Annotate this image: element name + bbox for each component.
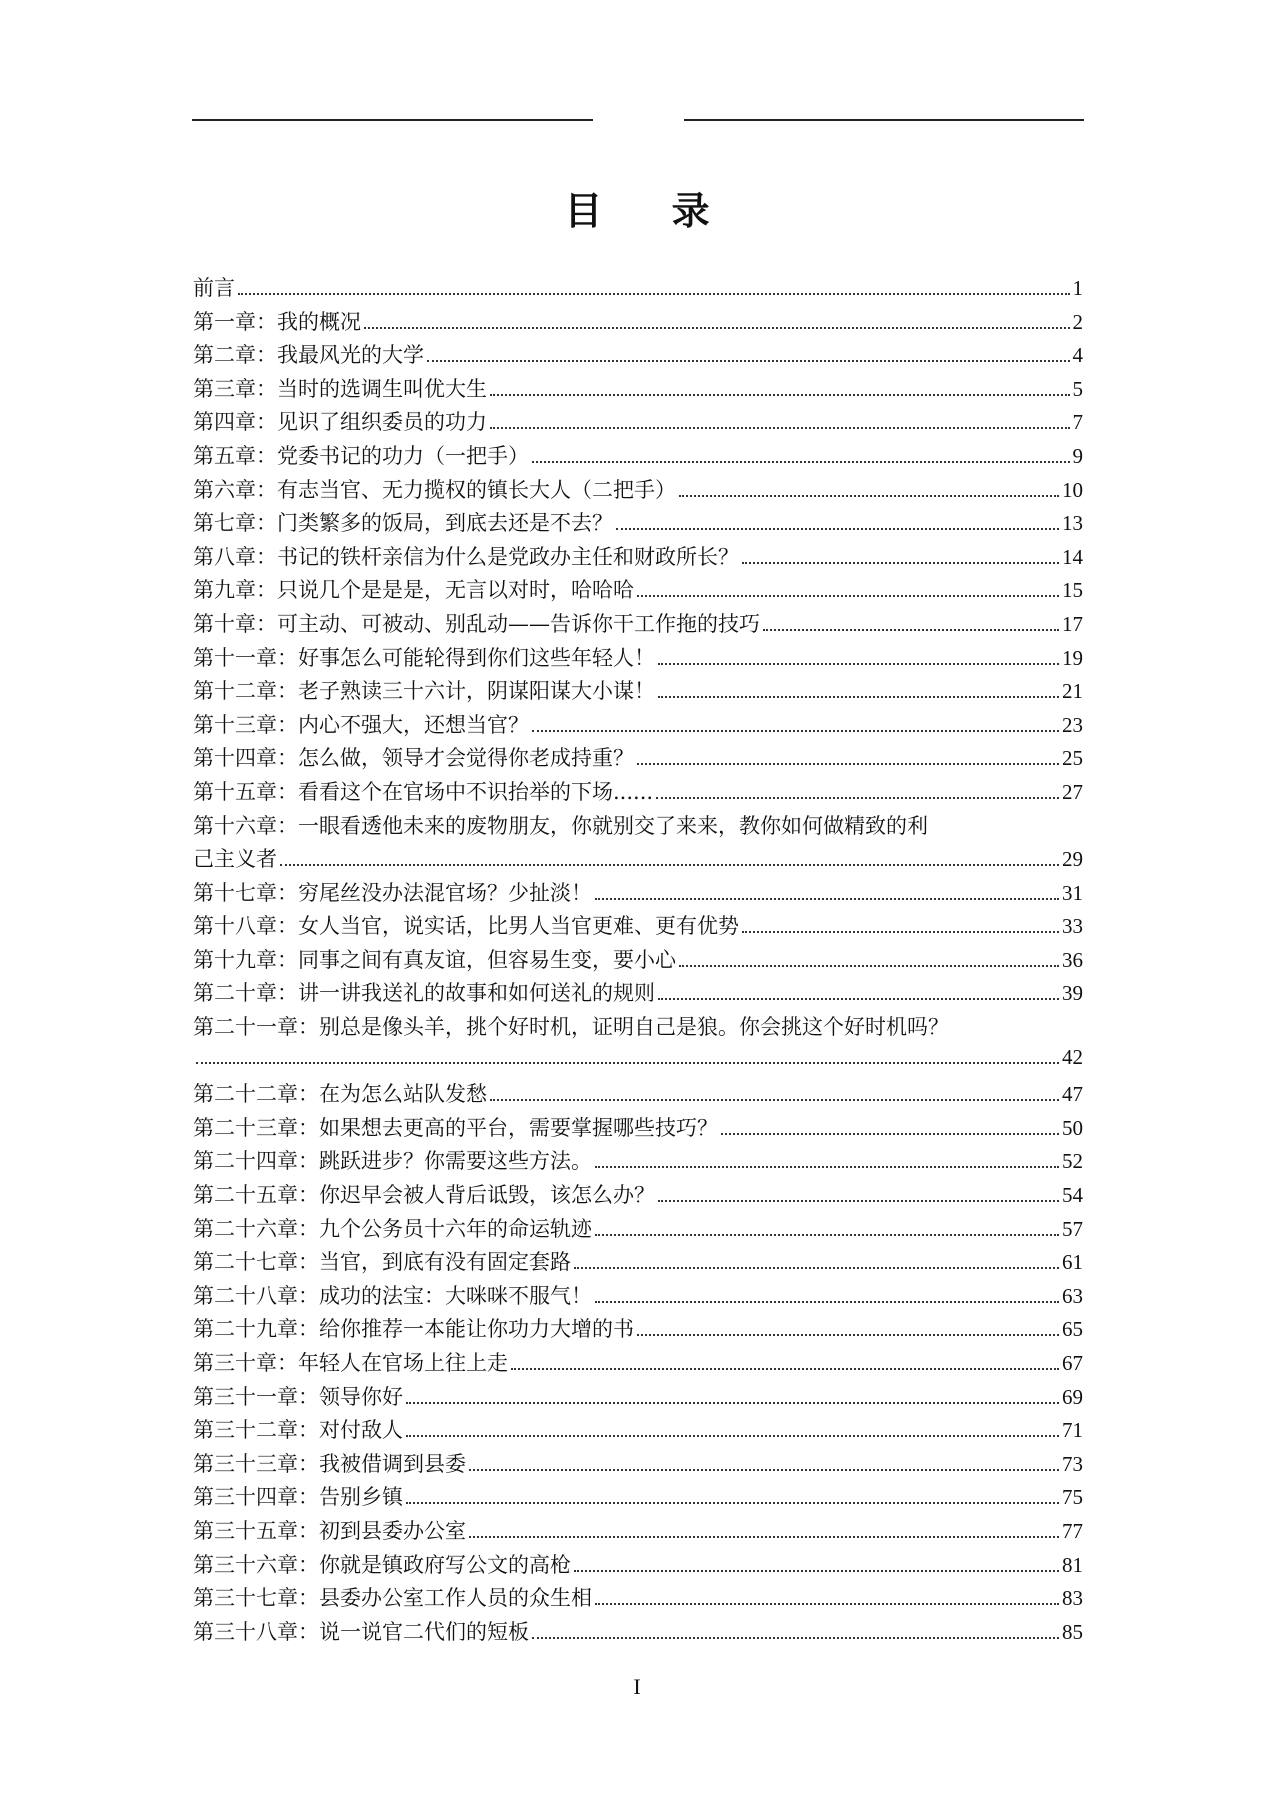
dot-leader	[679, 495, 1059, 497]
toc-entry-title: 第四章：见识了组织委员的功力	[193, 410, 487, 435]
toc-entry-page: 77	[1062, 1518, 1083, 1543]
toc-entry-page: 33	[1062, 914, 1083, 939]
dot-leader	[679, 965, 1059, 967]
toc-entry-title: 第二十四章：跳跃进步？你需要这些方法。	[193, 1149, 592, 1174]
toc-entry[interactable]	[193, 272, 1083, 306]
toc-entry-page: 42	[1062, 1044, 1083, 1069]
toc-entry[interactable]	[193, 507, 1083, 541]
toc-entry-page: 54	[1062, 1183, 1083, 1208]
dot-leader	[656, 797, 1059, 799]
toc-entry-page: 25	[1062, 746, 1083, 771]
toc-entry-title: 第八章：书记的铁杆亲信为什么是党政办主任和财政所长？	[193, 544, 739, 569]
dot-leader	[742, 931, 1059, 933]
toc-entry-page: 83	[1062, 1586, 1083, 1611]
toc-entry[interactable]	[193, 1213, 1083, 1247]
toc-entry-title: 第一章：我的概况	[193, 309, 361, 334]
toc-entry[interactable]	[193, 1414, 1083, 1448]
toc-entry-title: 前言	[193, 276, 235, 300]
toc-entry-page: 81	[1062, 1552, 1083, 1577]
dot-leader	[658, 998, 1059, 1000]
toc-entry[interactable]	[193, 1179, 1083, 1213]
toc-entry-page: 4	[1072, 343, 1083, 368]
toc-entry-page: 57	[1062, 1216, 1083, 1241]
toc-entry[interactable]	[193, 1381, 1083, 1415]
dot-leader	[616, 528, 1059, 530]
page-title: 目 录	[564, 189, 738, 233]
toc-entry-page: 13	[1062, 511, 1083, 536]
toc-entry-title: 第三十一章：领导你好	[193, 1384, 403, 1409]
toc-entry-title: 第二章：我最风光的大学	[193, 343, 424, 368]
toc-entry-page: 9	[1072, 443, 1083, 468]
toc-entry[interactable]	[193, 742, 1083, 776]
dot-leader	[280, 864, 1059, 866]
toc-entry[interactable]	[193, 1448, 1083, 1482]
toc-entry-title: 第十八章：女人当官，说实话，比男人当官更难、更有优势	[193, 914, 739, 939]
dot-leader	[532, 1637, 1059, 1639]
dot-leader	[574, 1267, 1059, 1269]
toc-entry-title: 第七章：门类繁多的饭局，到底去还是不去？	[193, 511, 613, 536]
toc-entry-continuation[interactable]	[193, 1045, 1083, 1079]
toc-entry-page: 71	[1062, 1418, 1083, 1443]
toc-entry[interactable]	[193, 675, 1083, 709]
toc-entry[interactable]	[193, 1011, 1083, 1045]
toc-entry[interactable]	[193, 1313, 1083, 1347]
dot-leader	[721, 1133, 1059, 1135]
dot-leader	[595, 1166, 1059, 1168]
toc-entry[interactable]	[193, 1145, 1083, 1179]
toc-entry-title: 第六章：有志当官、无力揽权的镇长大人（二把手）	[193, 477, 676, 502]
toc-entry[interactable]	[193, 1112, 1083, 1146]
toc-entry-title: 第二十七章：当官，到底有没有固定套路	[193, 1250, 571, 1275]
toc-entry-title: 第十二章：老子熟读三十六计，阴谋阳谋大小谋！	[193, 679, 655, 704]
dot-leader	[469, 1536, 1059, 1538]
toc-entry[interactable]	[193, 608, 1083, 642]
dot-leader	[427, 360, 1070, 362]
toc-entry[interactable]	[193, 440, 1083, 474]
toc-entry-title: 第三十七章：县委办公室工作人员的众生相	[193, 1586, 592, 1611]
dot-leader	[532, 461, 1070, 463]
toc-entry-page: 63	[1062, 1283, 1083, 1308]
toc-entry[interactable]	[193, 977, 1083, 1011]
toc-entry[interactable]	[193, 339, 1083, 373]
toc-entry-page: 65	[1062, 1317, 1083, 1342]
toc-entry-page: 52	[1062, 1149, 1083, 1174]
dot-leader	[364, 327, 1070, 329]
dot-leader	[637, 763, 1059, 765]
toc-entry-title: 第十五章：看看这个在官场中不识抬举的下场......	[193, 779, 654, 804]
dot-leader	[658, 1200, 1059, 1202]
toc-entry-page: 47	[1062, 1082, 1083, 1107]
toc-entry-page: 61	[1062, 1250, 1083, 1275]
toc-entry-page: 23	[1062, 712, 1083, 737]
toc-entry-title: 第十七章：穷尾丝没办法混官场？少扯淡！	[193, 880, 592, 905]
toc-entry[interactable]	[193, 877, 1083, 911]
toc-entry-page: 7	[1072, 410, 1083, 435]
dot-leader	[658, 696, 1059, 698]
toc-entry-title: 第九章：只说几个是是是，无言以对时，哈哈哈	[193, 578, 634, 603]
dot-leader	[490, 1099, 1059, 1101]
toc-entry[interactable]	[193, 1582, 1083, 1616]
toc-entry-title: 第十章：可主动、可被动、别乱动——告诉你干工作拖的技巧	[193, 611, 760, 636]
dot-leader	[490, 427, 1070, 429]
toc-entry-title: 第二十一章：别总是像头羊，挑个好时机，证明自己是狼。你会挑这个好时机吗？	[193, 1015, 949, 1040]
toc-entry-page: 67	[1062, 1351, 1083, 1375]
toc-entry-title: 第三十六章：你就是镇政府写公文的高枪	[193, 1552, 571, 1577]
dot-leader	[742, 562, 1059, 564]
toc-entry[interactable]	[193, 1515, 1083, 1549]
toc-entry-title: 第二十三章：如果想去更高的平台，需要掌握哪些技巧？	[193, 1115, 718, 1140]
toc-entry-title: 第三十四章：告别乡镇	[193, 1485, 403, 1510]
toc-entry-page: 36	[1062, 947, 1083, 972]
toc-entry-title: 第十一章：好事怎么可能轮得到你们这些年轻人！	[193, 645, 655, 670]
header-rule-right	[684, 119, 1084, 121]
dot-leader	[511, 1368, 1059, 1370]
toc-entry-page: 27	[1062, 779, 1083, 804]
toc-entry[interactable]	[193, 1078, 1083, 1112]
toc-entry-title-continued: 己主义者	[193, 847, 277, 872]
toc-entry-title: 第三十三章：我被借调到县委	[193, 1451, 466, 1476]
toc-entry-title: 第三十八章：说一说官二代们的短板	[193, 1619, 529, 1644]
toc-entry-page: 73	[1062, 1451, 1083, 1476]
dot-leader	[637, 595, 1059, 597]
dot-leader	[490, 394, 1070, 396]
page-number: I	[633, 1674, 641, 1699]
toc-entry-page: 2	[1072, 309, 1083, 334]
toc-entry-page: 29	[1062, 847, 1083, 872]
toc-entry[interactable]	[193, 474, 1083, 508]
toc-entry-page: 31	[1062, 880, 1083, 905]
toc-entry-continuation[interactable]	[193, 843, 1083, 877]
dot-leader	[595, 1301, 1059, 1303]
toc-entry-page: 85	[1062, 1619, 1083, 1644]
toc-entry-page: 1	[1072, 276, 1083, 300]
toc-entry-title: 第十四章：怎么做，领导才会觉得你老成持重？	[193, 746, 634, 771]
toc-entry-title: 第二十五章：你迟早会被人背后诋毁，该怎么办？	[193, 1183, 655, 1208]
toc-entry[interactable]	[193, 541, 1083, 575]
toc-entry-page: 14	[1062, 544, 1083, 569]
toc-entry[interactable]	[193, 306, 1083, 340]
dot-leader	[595, 898, 1059, 900]
toc-entry-page: 21	[1062, 679, 1083, 704]
toc-entry-title: 第十六章：一眼看透他未来的废物朋友，你就别交了来来，教你如何做精致的利	[193, 813, 928, 838]
toc-entry[interactable]	[193, 406, 1083, 440]
toc-entry[interactable]	[193, 1280, 1083, 1314]
dot-leader	[658, 663, 1059, 665]
dot-leader	[469, 1469, 1059, 1471]
toc-entry-title: 第二十六章：九个公务员十六年的命运轨迹	[193, 1216, 592, 1241]
toc-entry[interactable]	[193, 709, 1083, 743]
dot-leader	[637, 1334, 1059, 1336]
toc-entry[interactable]	[193, 1481, 1083, 1515]
dot-leader	[406, 1435, 1059, 1437]
toc-entry-title: 第二十章：讲一讲我送礼的故事和如何送礼的规则	[193, 981, 655, 1006]
dot-leader	[406, 1402, 1059, 1404]
toc-entry[interactable]	[193, 910, 1083, 944]
toc-entry-page: 39	[1062, 981, 1083, 1006]
toc-entry[interactable]	[193, 1616, 1083, 1650]
toc-entry-title: 第十九章：同事之间有真友谊，但容易生变，要小心	[193, 947, 676, 972]
dot-leader	[574, 1570, 1059, 1572]
toc-entry[interactable]	[193, 642, 1083, 676]
toc-entry-page: 19	[1062, 645, 1083, 670]
toc-entry[interactable]	[193, 1549, 1083, 1583]
toc-entry[interactable]	[193, 1347, 1083, 1381]
toc-entry-title: 第三章：当时的选调生叫优大生	[193, 376, 487, 401]
toc-entry-title: 第十三章：内心不强大，还想当官？	[193, 712, 529, 737]
toc-entry-page: 75	[1062, 1485, 1083, 1510]
dot-leader	[406, 1502, 1059, 1504]
toc-entry[interactable]	[193, 373, 1083, 407]
dot-leader	[532, 730, 1059, 732]
dot-leader	[595, 1234, 1059, 1236]
toc-entry[interactable]	[193, 574, 1083, 608]
table-of-contents	[193, 272, 1083, 1649]
toc-entry-title: 第三十五章：初到县委办公室	[193, 1518, 466, 1543]
toc-entry-page: 15	[1062, 578, 1083, 603]
toc-entry-page: 5	[1072, 376, 1083, 401]
dot-leader	[595, 1603, 1059, 1605]
toc-entry-title: 第三十二章：对付敌人	[193, 1418, 403, 1443]
toc-entry[interactable]	[193, 1246, 1083, 1280]
dot-leader	[238, 293, 1070, 295]
header-rule-left	[192, 119, 593, 121]
toc-entry-title: 第三十章：年轻人在官场上往上走	[193, 1351, 508, 1375]
toc-entry-page: 10	[1062, 477, 1083, 502]
toc-entry-page: 69	[1062, 1384, 1083, 1409]
toc-entry[interactable]	[193, 776, 1083, 810]
dot-leader	[763, 629, 1059, 631]
toc-entry[interactable]	[193, 810, 1083, 844]
toc-entry-page: 50	[1062, 1115, 1083, 1140]
toc-entry-page: 17	[1062, 611, 1083, 636]
toc-entry[interactable]	[193, 944, 1083, 978]
toc-entry-title: 第二十八章：成功的法宝：大咪咪不服气！	[193, 1283, 592, 1308]
toc-entry-title: 第二十九章：给你推荐一本能让你功力大增的书	[193, 1317, 634, 1342]
dot-leader	[196, 1062, 1059, 1064]
toc-entry-title: 第五章：党委书记的功力（一把手）	[193, 443, 529, 468]
toc-entry-title: 第二十二章：在为怎么站队发愁	[193, 1082, 487, 1107]
